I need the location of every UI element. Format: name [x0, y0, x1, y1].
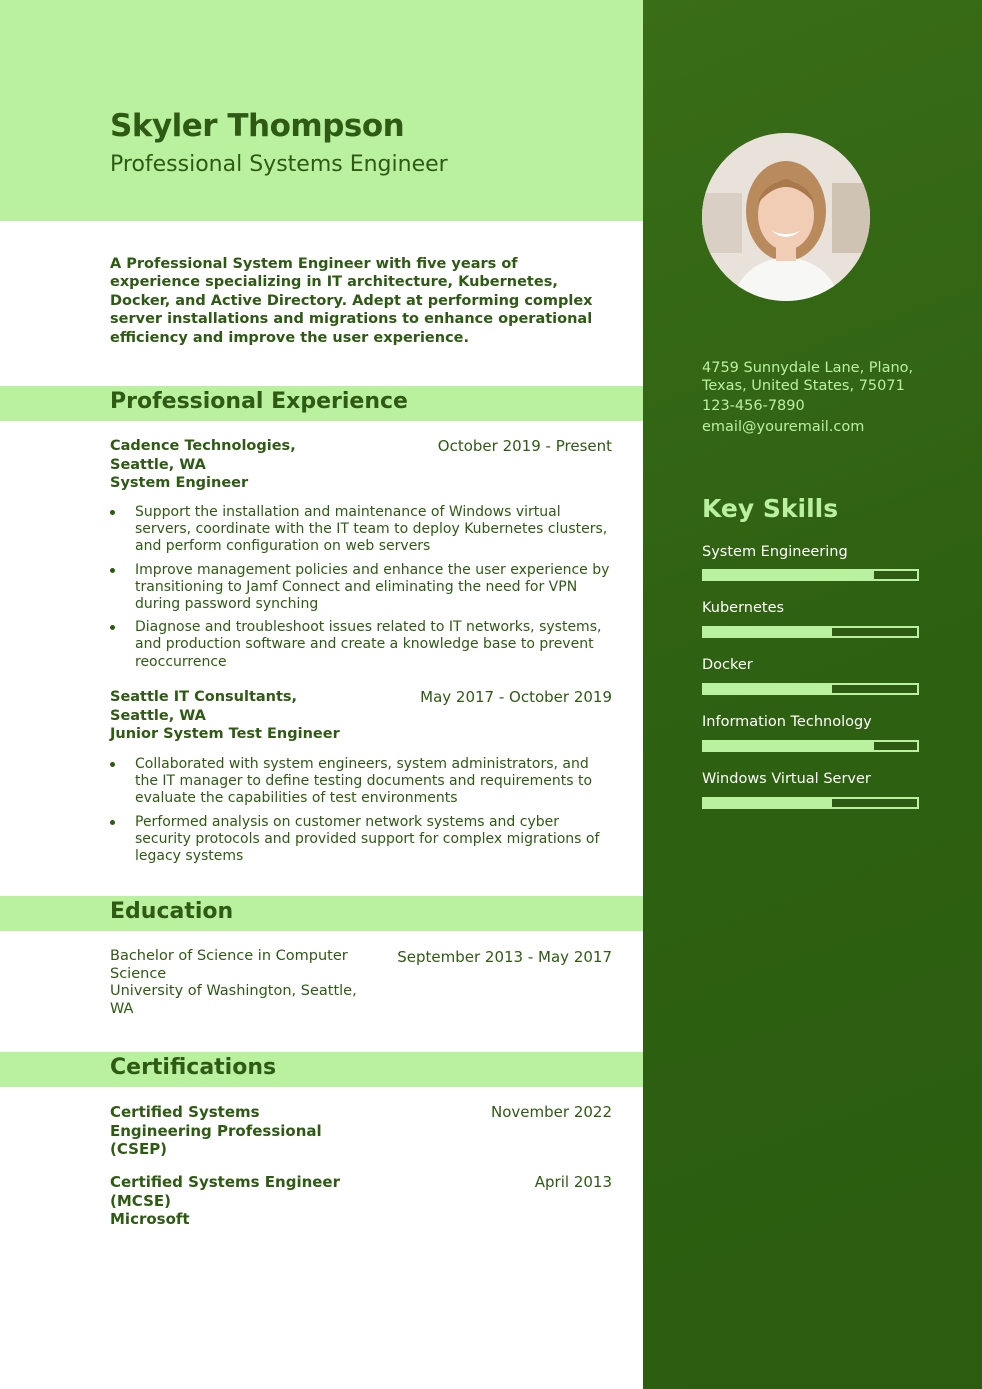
- list-item: Collaborated with system engineers, system administrators, and the IT manager to define testing documents and requirements to evaluate the capabilities of test environments: [110, 756, 615, 808]
- job-2-dates: May 2017 - October 2019: [420, 688, 612, 706]
- skill-3-fill: [704, 685, 832, 693]
- certifications-band: [0, 1052, 643, 1087]
- job-2-company: Seattle IT Consultants, Seattle, WA: [110, 689, 298, 724]
- skill-1-name: System Engineering: [702, 544, 848, 560]
- bullet-icon: [110, 625, 115, 630]
- candidate-name: Skyler Thompson: [110, 108, 405, 144]
- skill-2-fill: [704, 628, 832, 636]
- contact-phone: 123-456-7890: [702, 398, 805, 414]
- list-item: Diagnose and troubleshoot issues related to IT networks, systems, and production software and create a knowledge base to prevent reoccurrence: [110, 619, 615, 671]
- education-dates: September 2013 - May 2017: [397, 948, 612, 966]
- education-band: [0, 896, 643, 931]
- skill-2-bar: [702, 626, 919, 638]
- bullet-icon: [110, 568, 115, 573]
- skill-4-fill: [704, 742, 874, 750]
- contact-address: 4759 Sunnydale Lane, Plano, Texas, United States, 75071: [702, 360, 914, 394]
- cert-1: [110, 1103, 360, 1159]
- experience-band: [0, 386, 643, 421]
- bullet-icon: [110, 762, 115, 767]
- skills-heading: Key Skills: [702, 494, 839, 523]
- cert-1-name: Certified Systems Engineering Professional (CSEP): [110, 1103, 322, 1159]
- skill-4-name: Information Technology: [702, 714, 872, 730]
- contact-email: email@youremail.com: [702, 419, 865, 435]
- cert-2-date: April 2013: [534, 1173, 612, 1191]
- job-1-company: Cadence Technologies, Seattle, WA: [110, 438, 296, 473]
- list-item: Performed analysis on customer network systems and cyber security protocols and provided support for complex migrations of legacy systems: [110, 814, 615, 866]
- skill-3-name: Docker: [702, 657, 753, 673]
- skill-5-bar: [702, 797, 919, 809]
- job-1-role: System Engineer: [110, 475, 249, 492]
- bullet-icon: [110, 820, 115, 825]
- experience-heading: Professional Experience: [110, 389, 408, 414]
- avatar-icon: [702, 133, 870, 301]
- sidebar: [643, 0, 982, 1389]
- cert-2: [110, 1173, 360, 1229]
- job-2-bullets: [110, 756, 615, 871]
- education-school: University of Washington, Seattle, WA: [110, 983, 357, 1017]
- job-1-dates: October 2019 - Present: [437, 437, 612, 455]
- skill-1-fill: [704, 571, 874, 579]
- skill-1-bar: [702, 569, 919, 581]
- education-heading: Education: [110, 899, 234, 924]
- job-1-header: [110, 437, 360, 493]
- job-1-bullets: [110, 504, 615, 677]
- skill-4-bar: [702, 740, 919, 752]
- list-item: Improve management policies and enhance the user experience by transitioning to Jamf Connect and eliminating the need for VPN during password synching: [110, 562, 615, 614]
- skill-5-fill: [704, 799, 832, 807]
- skill-2-name: Kubernetes: [702, 600, 785, 616]
- cert-1-date: November 2022: [491, 1103, 612, 1121]
- education-entry: [110, 948, 360, 1018]
- education-degree: Bachelor of Science in Computer Science: [110, 948, 348, 982]
- candidate-title: Professional Systems Engineer: [110, 152, 448, 177]
- skill-3-bar: [702, 683, 919, 695]
- skill-5-name: Windows Virtual Server: [702, 771, 871, 787]
- bullet-icon: [110, 510, 115, 515]
- cert-2-issuer: Microsoft: [110, 1210, 190, 1229]
- job-2-header: [110, 688, 360, 744]
- profile-photo: [702, 133, 870, 301]
- certifications-heading: Certifications: [110, 1055, 277, 1080]
- cert-2-name: Certified Systems Engineer (MCSE): [110, 1173, 341, 1210]
- summary-text: A Professional System Engineer with five years of experience specializing in IT architecture, Kubernetes, Docker, and Active Directory. Adept at performing complex server installations and migrations to enhance operational efficiency and improve the user experience.: [110, 256, 593, 346]
- list-item: Support the installation and maintenance of Windows virtual servers, coordinate with the IT team to deploy Kubernetes clusters, and perform configuration on web servers: [110, 504, 615, 556]
- job-2-role: Junior System Test Engineer: [110, 726, 340, 743]
